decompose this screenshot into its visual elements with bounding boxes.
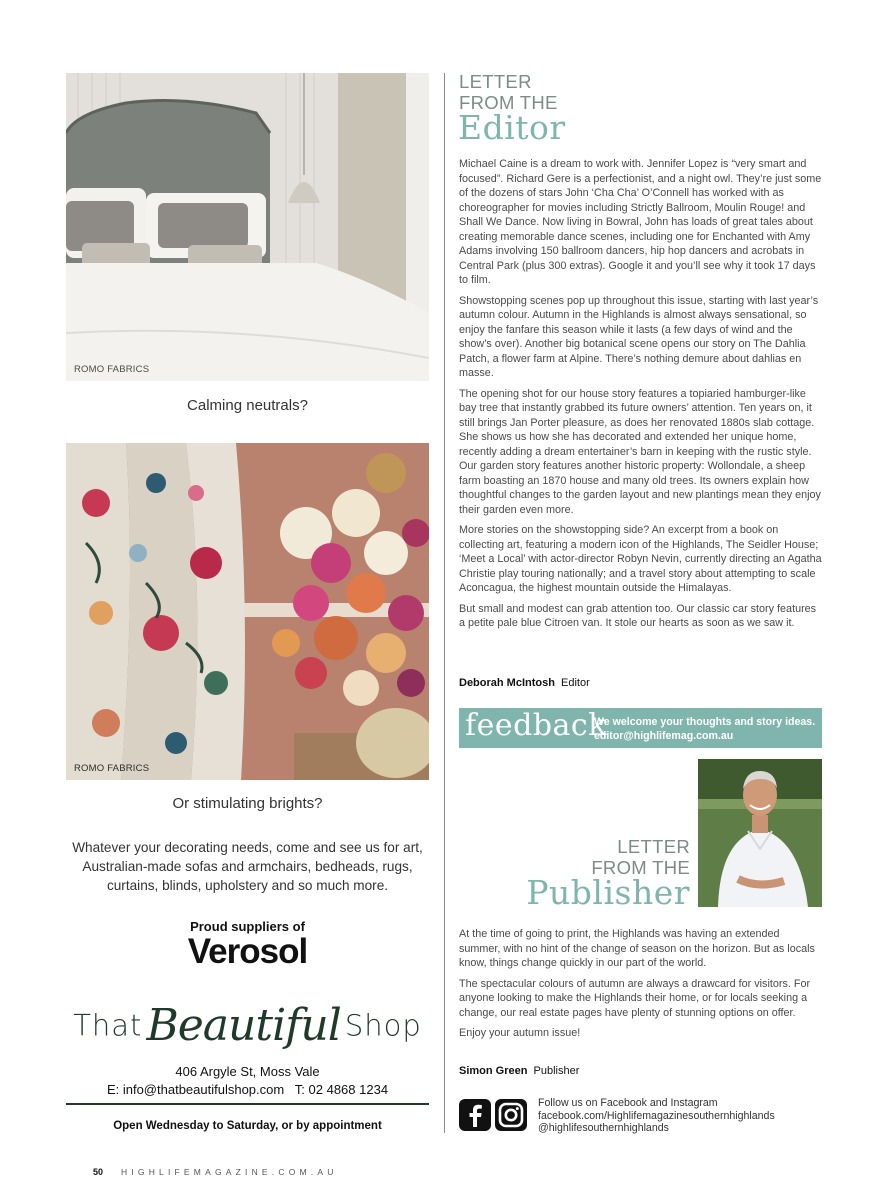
publisher-paragraph: At the time of going to print, the Highlands was having an extended summer, with no hint of the change of season on the horizon. But as locals know, things change quickly in our part of the world.: [459, 928, 815, 969]
photo-credit: ROMO FABRICS: [74, 364, 150, 375]
feedback-invite: We welcome your thoughts and story ideas.: [594, 716, 816, 728]
editor-role: Editor: [561, 677, 590, 689]
editor-paragraph: More stories on the showstopping side? An excerpt from a book on collecting art, featuring a modern icon of the Highlands, The Seidler House; ‘Meet a Local’ with actor-director Robyn Nevin, currently directing an Agatha Christie play touring nationally; and a travel story about attempting to scale Aconcagua, the highest mountain outside the Himalayas.: [459, 524, 822, 594]
photo-credit: ROMO FABRICS: [74, 763, 150, 774]
facebook-link[interactable]: facebook.com/Highlifemagazinesouthernhighlands: [538, 1109, 775, 1122]
proud-suppliers-label: Proud suppliers of: [190, 919, 305, 934]
publisher-role: Publisher: [533, 1065, 580, 1077]
editor-kicker-letter: LETTER: [459, 71, 532, 92]
page-number: 50: [93, 1167, 104, 1177]
feedback-word: feedback: [465, 708, 607, 743]
social-follow-text: [538, 1097, 775, 1135]
social-follow-label: Follow us on Facebook and Instagram: [538, 1097, 718, 1109]
publisher-paragraph: Enjoy your autumn issue!: [459, 1027, 581, 1039]
facebook-icon[interactable]: [459, 1099, 491, 1131]
editor-kicker-from-the: FROM THE: [459, 92, 558, 113]
editor-name: Deborah McIntosh: [459, 677, 555, 689]
caption-brights: Or stimulating brights?: [172, 795, 323, 812]
ad-body-text: Whatever your decorating needs, come and see us for art, Australian-made sofas and armchairs, bedheads, rugs, curtains, blinds, upholstery and so much more.: [72, 840, 423, 893]
shop-contact: E: info@thatbeautifulshop.com T: 02 4868 1234: [106, 1082, 389, 1097]
publisher-paragraph: The spectacular colours of autumn are always a drawcard for visitors. For anyone looking to make the Highlands their home, or for locals seeking a change, our real estate pages have plenty of stunning options on offer.: [459, 977, 811, 1019]
publisher-kicker-from-the: FROM THE: [591, 857, 690, 878]
publisher-kicker-letter: LETTER: [617, 836, 690, 857]
editor-paragraph: Showstopping scenes pop up throughout this issue, starting with last year’s autumn colour. Autumn in the Highlands is almost always sensational, so enjoy the fanfare this season while it lasts (a few days of wind and the show’s over). Another big botanical scene opens our story on The Dahlia Patch, a flower farm at Alpine. There’s nothing demure about dahlias en masse.: [459, 294, 819, 379]
logo-word-that: That: [73, 1008, 143, 1043]
publisher-signoff: [459, 1065, 579, 1077]
logo-word-beautiful: Beautiful: [146, 1000, 341, 1051]
verosol-logo: Verosol: [187, 932, 308, 971]
publisher-letter-body: [459, 927, 823, 1047]
instagram-handle[interactable]: @highlifesouthernhighlands: [538, 1122, 669, 1134]
editor-paragraph: But small and modest can grab attention too. Our classic car story features a petite pale blue Citroen van. It stole our hearts as soon as we saw it.: [459, 602, 817, 629]
logo-word-shop: Shop: [344, 1008, 422, 1043]
floral-fabric-photo: [66, 443, 429, 780]
caption-neutrals: Calming neutrals?: [187, 397, 308, 414]
instagram-icon[interactable]: [495, 1099, 527, 1131]
editor-title: Editor: [458, 108, 566, 147]
that-beautiful-shop-logo: [66, 1000, 429, 1060]
publisher-title: Publisher: [526, 873, 690, 912]
floral-illustration: [66, 443, 429, 780]
editor-letter-body: [459, 157, 823, 637]
editor-paragraph: The opening shot for our house story features a topiaried hamburger-like bay tree that instantly grabbed its future owners’ attention. Ten years on, it still brings Jan Porter pleasure, as does her renovated 1880s slab cottage. She shows us how she has decorated and extended her unique home, recently adding a dream entertainer’s barn in keeping with the rustic style. Our garden story features another historic property: Wollondale, a sheep farm boasting an 1870 house and many old trees. Its owners explain how thoughtful changes to the garden layout and new plantings mean they enjoy their garden even more.: [459, 387, 821, 516]
shop-hours: Open Wednesday to Saturday, or by appointment: [113, 1120, 382, 1132]
feedback-banner: [459, 708, 822, 748]
publisher-name: Simon Green: [459, 1065, 528, 1077]
bedroom-illustration: [66, 73, 429, 381]
editor-paragraph: Michael Caine is a dream to work with. Jennifer Lopez is “very smart and focused”. Richard Gere is a perfectionist, and a night owl. They’re just some of the dozens of stars John ‘Cha Cha’ O’Connell has worked with as choreographer for movies including Strictly Ballroom, Moulin Rouge! and Shall We Dance. Now living in Bowral, John has loads of great tales about creating memorable dance scenes, including one for Enchanted with Amy Adams involving 150 ballroom dancers, hip hop dancers and acrobats in Central Park (plus 300 extras). Google it and you’ll see why it took 17 days to film.: [459, 158, 822, 286]
publisher-portrait-illustration: [698, 759, 822, 907]
shop-address: 406 Argyle St, Moss Vale: [175, 1064, 320, 1079]
bedroom-photo: [66, 73, 429, 381]
publisher-portrait: [698, 759, 822, 907]
ad-divider-rule: [66, 1103, 429, 1105]
column-divider: [444, 73, 445, 1133]
social-icons: [459, 1099, 527, 1131]
editor-signoff: [459, 677, 590, 689]
feedback-email-link[interactable]: editor@highlifemag.com.au: [594, 730, 734, 742]
magazine-website[interactable]: HIGHLIFEMAGAZINE.COM.AU: [121, 1167, 338, 1177]
